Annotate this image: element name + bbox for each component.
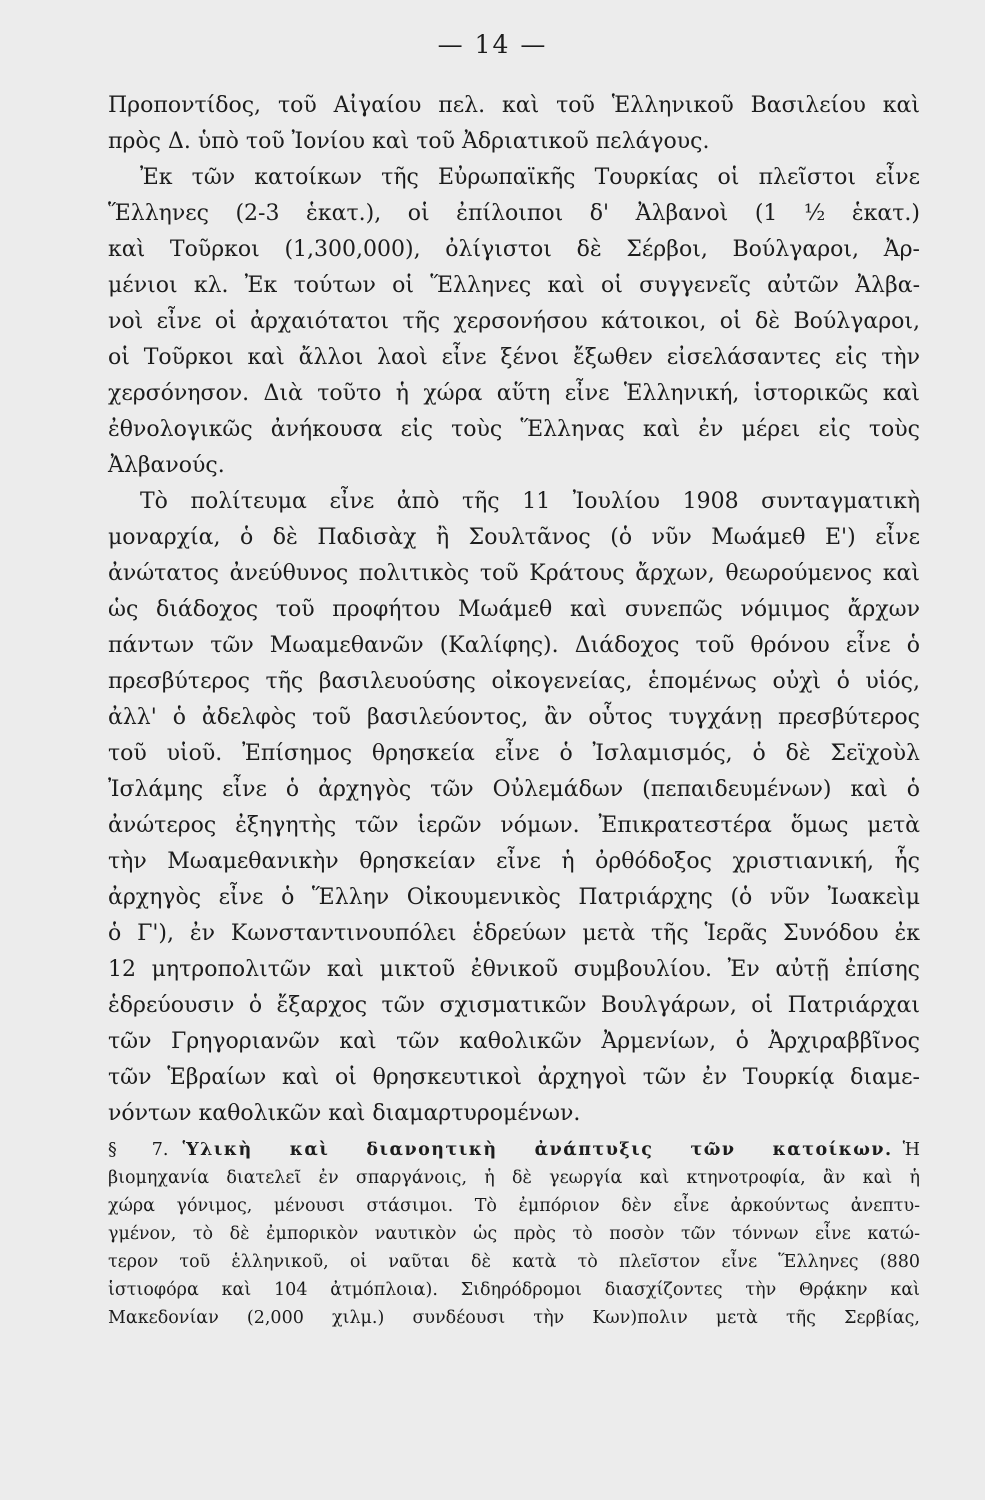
text-line: πρεσβύτερος τῆς βασιλευούσης οἰκογενείας, ἑπομένως οὐχὶ ὁ υἱός, bbox=[108, 669, 920, 694]
text-line: ἀνώτερος ἐξηγητὴς τῶν ἱερῶν νόμων. Ἐπικρατεστέρα ὅμως μετὰ bbox=[108, 813, 920, 838]
text-line: Προποντίδος, τοῦ Αἰγαίου πελ. καὶ τοῦ Ἑλληνικοῦ Βασιλείου καὶ bbox=[108, 93, 920, 118]
text-line: οἱ Τοῦρκοι καὶ ἄλλοι λαοὶ εἶνε ξένοι ἔξωθεν εἰσελάσαντες εἰς τὴν bbox=[108, 345, 920, 370]
text-line: ὡς διάδοχος τοῦ προφήτου Μωάμεθ καὶ συνεπῶς νόμιμος ἄρχων bbox=[108, 597, 920, 622]
text-line: ὁ Γ'), ἐν Κωνσταντινουπόλει ἑδρεύων μετὰ τῆς Ἱερᾶς Συνόδου ἐκ bbox=[108, 921, 920, 946]
text-line: νοὶ εἶνε οἱ ἀρχαιότατοι τῆς χερσονήσου κάτοικοι, οἱ δὲ Βούλγαροι, bbox=[108, 309, 920, 334]
text-line: ἐθνολογικῶς ἀνήκουσα εἰς τοὺς Ἕλληνας καὶ ἐν μέρει εἰς τοὺς bbox=[108, 417, 920, 442]
text-line: τῶν Ἑβραίων καὶ οἱ θρησκευτικοὶ ἀρχηγοὶ τῶν ἐν Τουρκίᾳ διαμε- bbox=[108, 1065, 920, 1090]
page-number: — 14 — bbox=[437, 30, 548, 59]
section-first-line-rest: Ἡ bbox=[902, 1140, 920, 1160]
section-7-text bbox=[108, 1136, 920, 1332]
text-line: πρὸς Δ. ὑπὸ τοῦ Ἰονίου καὶ τοῦ Ἀδριατικοῦ πελάγους. bbox=[108, 129, 710, 154]
text-line: ἀλλ' ὁ ἀδελφὸς τοῦ βασιλεύοντος, ἂν οὗτος τυγχάνῃ πρεσβύτερος bbox=[108, 705, 920, 730]
text-line: Ἀλβανούς. bbox=[108, 453, 225, 478]
text-line: 12 μητροπολιτῶν καὶ μικτοῦ ἐθνικοῦ συμβουλίου. Ἐν αὐτῇ ἐπίσης bbox=[108, 957, 920, 982]
small-text-line: Μακεδονίαν (2,000 χιλμ.) συνδέουσι τὴν Κων)πολιν μετὰ τῆς Σερβίας, bbox=[108, 1308, 920, 1328]
section-heading-line bbox=[108, 1136, 920, 1164]
small-text-line: γμένον, τὸ δὲ ἐμπορικὸν ναυτικὸν ὡς πρὸς τὸ ποσὸν τῶν τόννων εἶνε κατώ- bbox=[108, 1224, 920, 1244]
section-title: Ὑλικὴ καὶ διανοητικὴ ἀνάπτυξις τῶν κατοίκων. bbox=[182, 1140, 893, 1160]
text-line: πάντων τῶν Μωαμεθανῶν (Καλίφης). Διάδοχος τοῦ θρόνου εἶνε ὁ bbox=[108, 633, 920, 658]
text-line: μένιοι κλ. Ἐκ τούτων οἱ Ἕλληνες καὶ οἱ συγγενεῖς αὐτῶν Ἀλβα- bbox=[108, 273, 920, 298]
text-line: μοναρχία, ὁ δὲ Παδισὰχ ἢ Σουλτᾶνος (ὁ νῦν Μωάμεθ Ε') εἶνε bbox=[108, 525, 920, 550]
text-line: ἀνώτατος ἀνεύθυνος πολιτικὸς τοῦ Κράτους ἄρχων, θεωρούμενος καὶ bbox=[108, 561, 920, 586]
text-line: τὴν Μωαμεθανικὴν θρησκείαν εἶνε ἡ ὀρθόδοξος χριστιανική, ἧς bbox=[108, 849, 920, 874]
text-line: τοῦ υἱοῦ. Ἐπίσημος θρησκεία εἶνε ὁ Ἰσλαμισμός, ὁ δὲ Σεϊχοὺλ bbox=[108, 741, 920, 766]
small-text-line: βιομηχανία διατελεῖ ἐν σπαργάνοις, ἡ δὲ γεωργία καὶ κτηνοτροφία, ἂν καὶ ἡ bbox=[108, 1168, 920, 1188]
page-body bbox=[108, 88, 920, 1332]
main-text bbox=[108, 88, 920, 1132]
text-line: Τὸ πολίτευμα εἶνε ἀπὸ τῆς 11 Ἰουλίου 1908 συνταγματικὴ bbox=[140, 489, 920, 514]
small-text-line: τερον τοῦ ἑλληνικοῦ, οἱ ναῦται δὲ κατὰ τὸ πλεῖστον εἶνε Ἕλληνες (880 bbox=[108, 1252, 920, 1272]
small-text-line: ἱστιοφόρα καὶ 104 ἀτμόπλοια). Σιδηρόδρομοι διασχίζοντες τὴν Θρᾴκην καὶ bbox=[108, 1280, 920, 1300]
text-line: ἀρχηγὸς εἶνε ὁ Ἕλλην Οἰκουμενικὸς Πατριάρχης (ὁ νῦν Ἰωακεὶμ bbox=[108, 885, 920, 910]
text-line: Ἕλληνες (2-3 ἑκατ.), οἱ ἐπίλοιποι δ' Ἀλβανοὶ (1 ½ ἑκατ.) bbox=[108, 201, 920, 226]
text-line: Ἰσλάμης εἶνε ὁ ἀρχηγὸς τῶν Οὐλεμάδων (πεπαιδευμένων) καὶ ὁ bbox=[108, 777, 920, 802]
text-line: χερσόνησον. Διὰ τοῦτο ἡ χώρα αὕτη εἶνε Ἑλληνική, ἱστορικῶς καὶ bbox=[108, 381, 920, 406]
text-line: τῶν Γρηγοριανῶν καὶ τῶν καθολικῶν Ἀρμενίων, ὁ Ἀρχιραββῖνος bbox=[108, 1029, 920, 1054]
section-number: § 7. bbox=[108, 1140, 169, 1160]
text-line: ἑδρεύουσιν ὁ ἔξαρχος τῶν σχισματικῶν Βουλγάρων, οἱ Πατριάρχαι bbox=[108, 993, 920, 1018]
text-line: Ἐκ τῶν κατοίκων τῆς Εὐρωπαϊκῆς Τουρκίας οἱ πλεῖστοι εἶνε bbox=[140, 165, 920, 190]
small-text-line: χώρα γόνιμος, μένουσι στάσιμοι. Τὸ ἐμπόριον δὲν εἶνε ἀρκούντως ἀνεπτυ- bbox=[108, 1196, 920, 1216]
text-line: νόντων καθολικῶν καὶ διαμαρτυρομένων. bbox=[108, 1101, 581, 1126]
text-line: καὶ Τοῦρκοι (1,300,000), ὀλίγιστοι δὲ Σέρβοι, Βούλγαροι, Ἀρ- bbox=[108, 237, 920, 262]
